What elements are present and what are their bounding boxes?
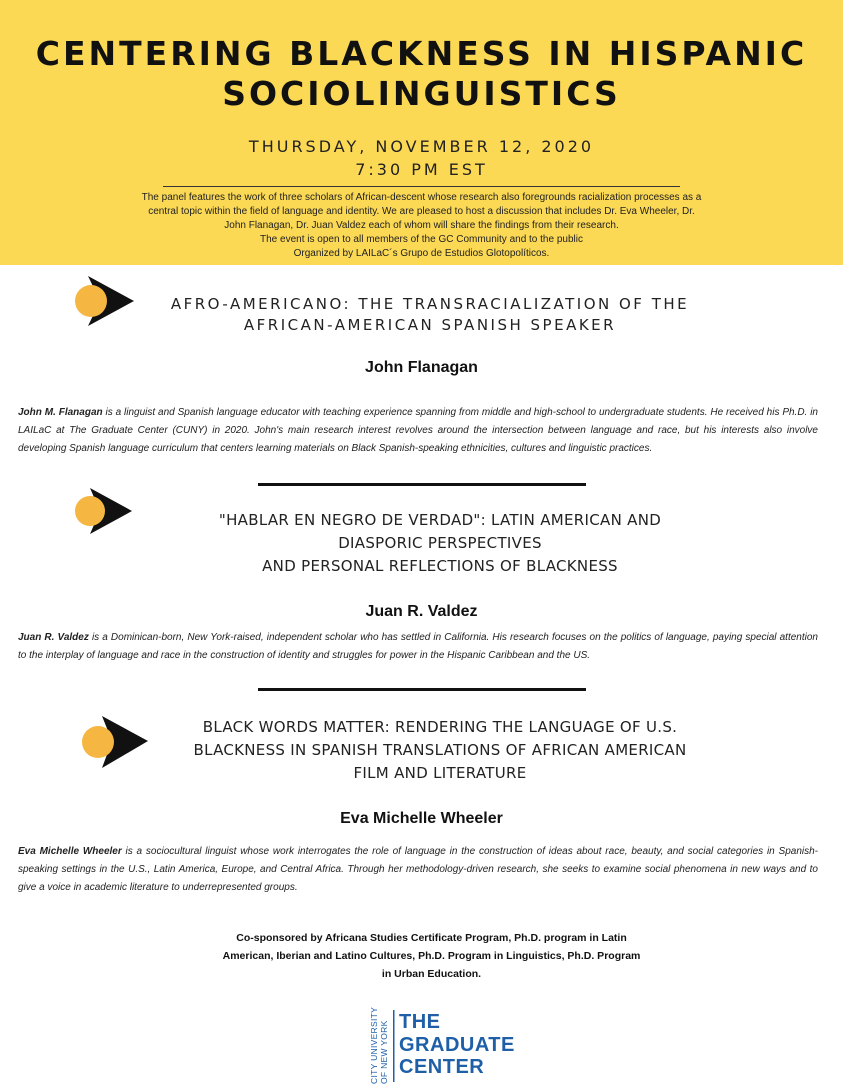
play-arrow-bullet-icon [70,274,150,330]
section-divider [258,483,586,486]
bio-name: John M. Flanagan [18,407,103,418]
section-divider [258,688,586,691]
bio-name: Juan R. Valdez [18,632,89,643]
session-2-speaker: Juan R. Valdez [365,603,478,620]
session-title-line: BLACK WORDS MATTER: RENDERING THE LANGUAGE OF U.S. [202,718,678,736]
session-title-line: DIASPORIC PERSPECTIVES [338,534,542,552]
cosponsor-line: American, Iberian and Latino Cultures, Ph.D. Program in Linguistics, Ph.D. Program [222,950,641,962]
session-1-title [150,294,710,336]
header-banner [0,0,843,265]
session-title-line: FILM AND LITERATURE [353,764,527,782]
event-date: THURSDAY, NOVEMBER 12, 2020 [248,137,595,156]
intro-line: Organized by LAILaC´s Grupo de Estudios Glotopolíticos. [293,248,550,259]
bio-text: is a linguist and Spanish language educator with teaching experience spanning from middle and high-school to undergraduate students. He received his Ph.D. in LAILaC at The Graduate Center (CUNY) in 2020. John's main research interest revolves around the intersection between language and race, but his interests also involve developing Spanish language curriculum that centers learning materials on Black Spanish-speaking ethnicities, cultures and linguistic practices. [18,407,818,454]
event-datetime [0,135,843,181]
session-title-line: "HABLAR EN NEGRO DE VERDAD": LATIN AMERICAN AND [218,511,662,529]
bio-text: is a sociocultural linguist whose work interrogates the role of language in the construction of ideas about race, beauty, and social categories in Spanish-speaking settings in the U.S., Latin America, Europe, and Central Africa. Through her methodology-driven research, she seeks to examine social phenomena in new ways and to give a voice in academic literature to underrepresented groups. [18,846,818,893]
graduate-center-logo [368,1006,518,1086]
event-title-line2: SOCIOLINGUISTICS [222,74,621,113]
session-2-title [150,509,730,578]
cosponsor-line: Co-sponsored by Africana Studies Certificate Program, Ph.D. program in Latin [236,932,627,944]
play-arrow-bullet-icon [70,484,150,540]
session-title-line: AND PERSONAL REFLECTIONS OF BLACKNESS [262,557,618,575]
session-1-bio [18,404,818,458]
session-title-line: BLACKNESS IN SPANISH TRANSLATIONS OF AFRICAN AMERICAN [193,741,687,759]
intro-line: The event is open to all members of the GC Community and to the public [260,234,583,245]
session-3-speaker: Eva Michelle Wheeler [340,810,503,827]
cosponsor-line: in Urban Education. [381,968,482,980]
session-3-title [140,716,740,785]
intro-line: central topic within the field of language and identity. We are pleased to host a discussion that includes Dr. Eva Wheeler, Dr. [148,206,695,217]
event-intro [40,191,803,261]
logo-line1: THE [399,1011,441,1033]
intro-line: The panel features the work of three scholars of African-descent whose research also foregrounds racialization processes as a [141,192,702,203]
logo-line3: CENTER [399,1056,485,1078]
session-2-bio [18,629,818,665]
cosponsors [180,929,683,983]
event-time: 7:30 PM EST [355,160,488,179]
logo-side-line2: OF NEW YORK [379,1020,389,1084]
bio-name: Eva Michelle Wheeler [18,846,122,857]
intro-line: John Flanagan, Dr. Juan Valdez each of whom will share the findings from their research. [224,220,619,231]
session-3-bio [18,843,818,897]
bio-text: is a Dominican-born, New York-raised, independent scholar who has settled in California. His research focuses on the politics of language, paying special attention to the interplay of language and race in the construction of identity and struggles for power in the Hispanic Caribbean and the US. [18,632,818,661]
logo-side-line1: CITY UNIVERSITY [369,1006,379,1084]
header-divider [163,186,680,187]
session-title-line: AFRICAN-AMERICAN SPANISH SPEAKER [243,316,617,334]
event-title [0,34,843,114]
session-title-line: AFRO-AMERICANO: THE TRANSRACIALIZATION OF THE [170,295,690,313]
event-title-line1: CENTERING BLACKNESS IN HISPANIC [35,34,808,73]
session-1-speaker: John Flanagan [365,359,478,376]
logo-line2: GRADUATE [399,1034,515,1056]
